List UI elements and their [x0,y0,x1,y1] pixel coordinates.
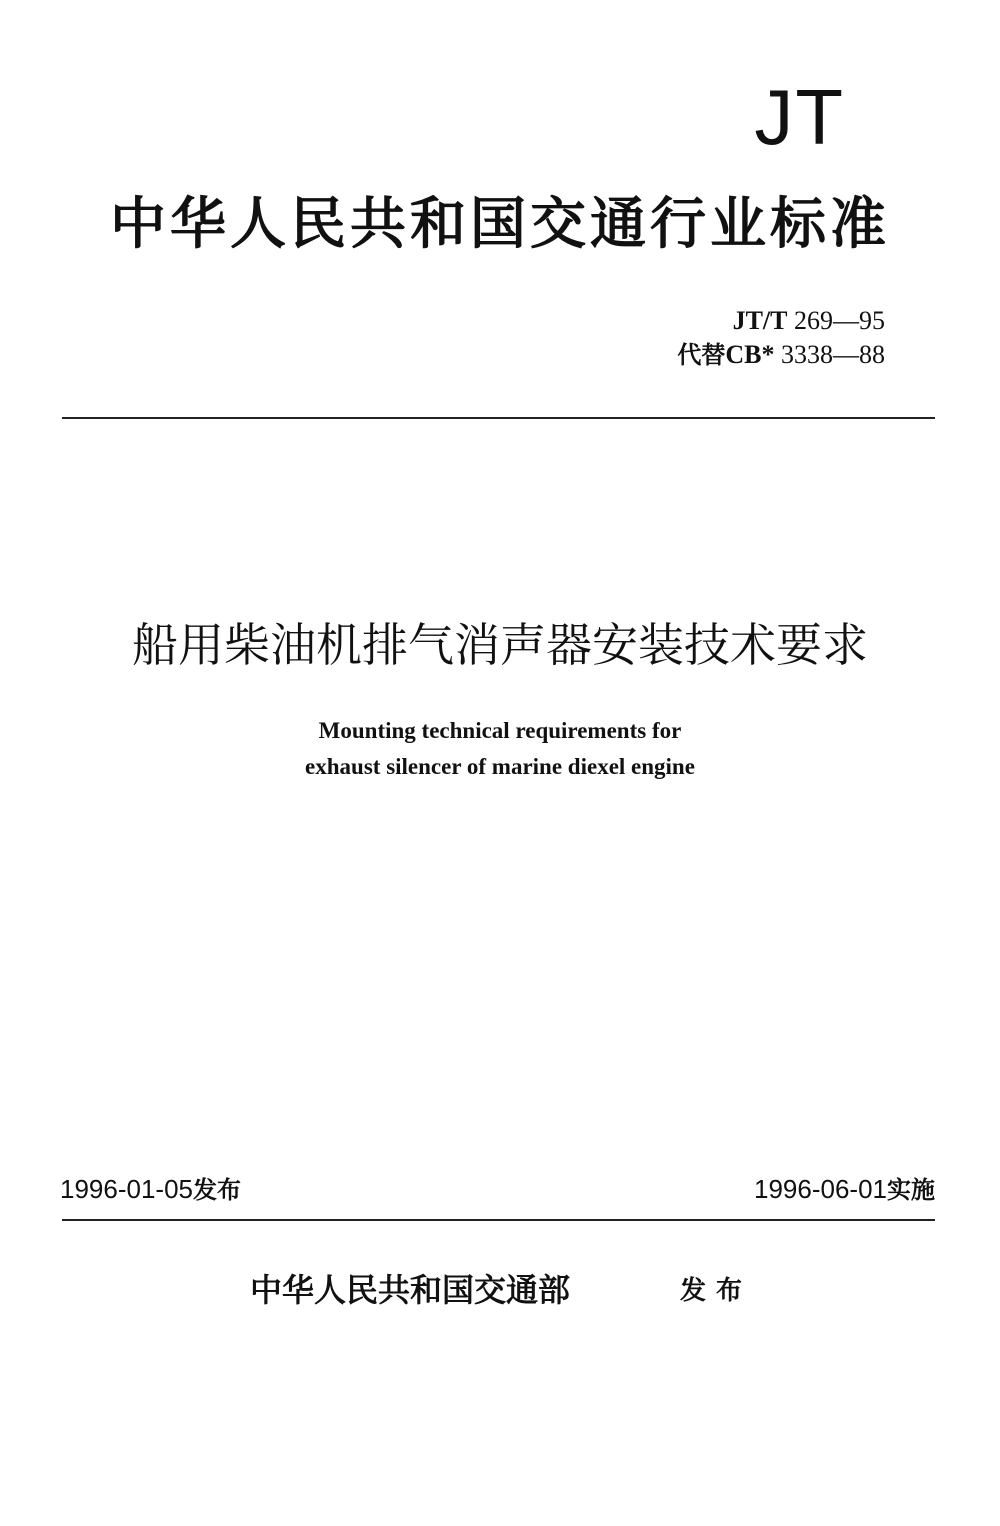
category-code-logo: JT [754,73,845,161]
footer-divider [62,1219,935,1221]
issue-label: 发布 [680,1276,753,1306]
document-title-english-line1: Mounting technical requirements for [318,718,682,743]
standard-number-value: 269—95 [794,306,885,335]
document-title-english-line2: exhaust silencer of marine diexel engine [305,754,695,779]
publish-date-value: 1996-01-05 [60,1174,193,1204]
standard-number-prefix: JT/T [732,306,788,335]
issuer-name: 中华人民共和国交通部 [250,1271,571,1309]
effective-date-label: 实施 [887,1176,935,1204]
replaces-prefix: CB* [725,340,775,369]
standard-title: 中华人民共和国交通行业标准 [110,191,890,257]
effective-date-value: 1996-06-01 [754,1174,887,1204]
publish-date [60,1176,241,1202]
effective-date [754,1176,935,1202]
replaces-label: 代替 [677,341,726,369]
document-title-chinese: 船用柴油机排气消声器安装技术要求 [132,618,868,672]
header-divider [62,417,935,419]
standard-number [733,308,885,334]
replaces-number: 3338—88 [781,340,885,369]
replaces-standard [677,342,885,368]
publish-date-label: 发布 [193,1176,241,1204]
